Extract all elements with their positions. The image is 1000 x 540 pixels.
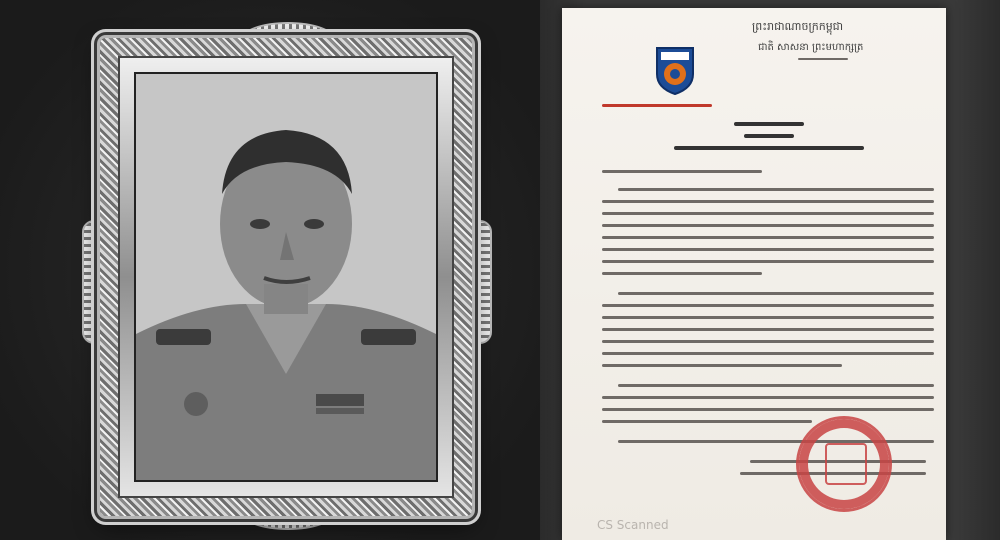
condolence-letter xyxy=(562,8,946,540)
salutation xyxy=(602,170,762,173)
letter-recipient xyxy=(674,146,864,150)
document-header-line-1: ព្រះរាជាណាចក្រកម្ពុជា xyxy=(752,20,844,33)
police-emblem-icon xyxy=(654,44,696,96)
letter-title xyxy=(734,122,804,126)
condolence-letter-panel xyxy=(540,0,1000,540)
ornate-photo-frame xyxy=(100,38,472,516)
official-red-stamp xyxy=(796,416,892,512)
letter-subtitle xyxy=(744,134,794,138)
document-header-line-2: ជាតិ សាសនា ព្រះមហាក្សត្រ xyxy=(758,42,864,53)
header-divider xyxy=(798,58,848,60)
portrait-illustration xyxy=(136,74,436,482)
unit-title xyxy=(602,104,712,107)
scanner-watermark: CS Scanned xyxy=(597,518,669,532)
portrait-photo xyxy=(134,72,438,482)
